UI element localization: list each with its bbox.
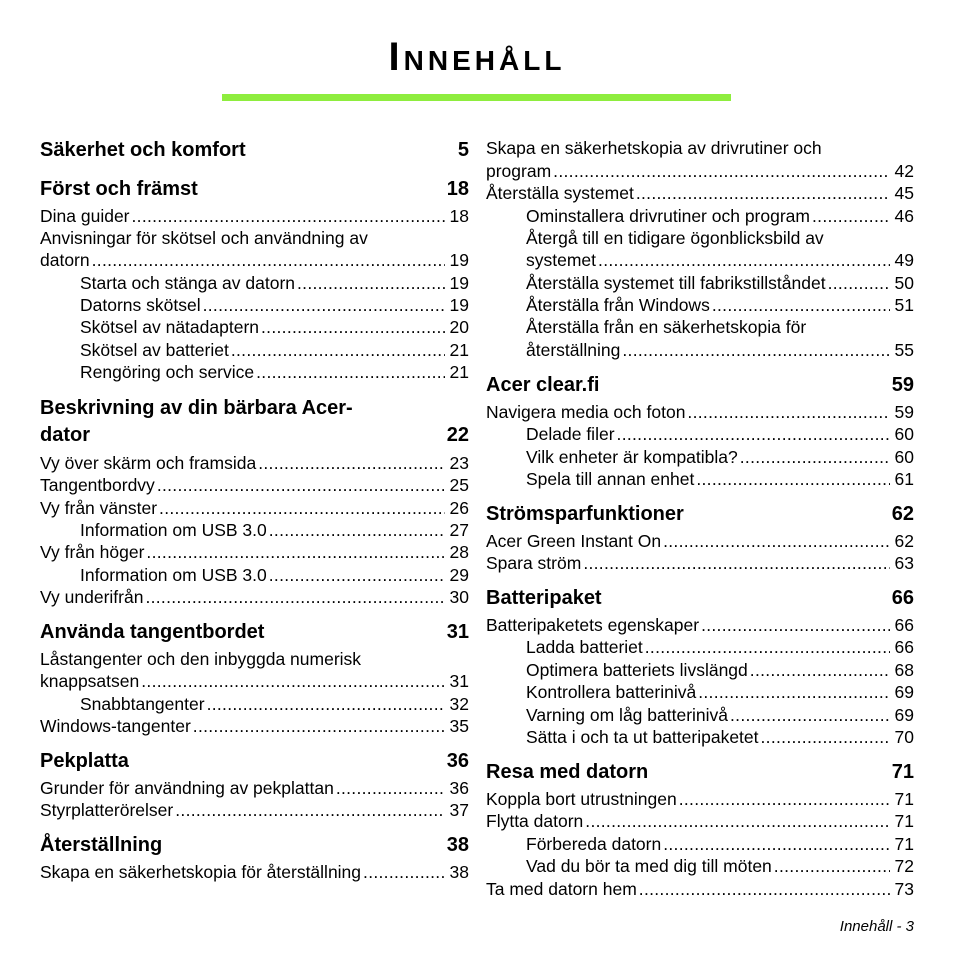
toc-heading[interactable]: [40, 422, 469, 448]
toc-entry-title: Optimera batteriets livslängd: [526, 660, 748, 680]
toc-entry-title: Återgå till en tidigare ögonblicksbild av: [526, 228, 824, 248]
toc-entry[interactable]: [486, 614, 914, 636]
toc-leader-dots: [159, 497, 445, 519]
toc-entry-title: Delade filer: [526, 424, 615, 444]
toc-leader-dots: [679, 788, 890, 810]
toc-leader-dots: [730, 704, 890, 726]
toc-entry[interactable]: [40, 541, 469, 563]
toc-entry-title: Acer Green Instant On: [486, 531, 662, 551]
toc-leader-dots: [687, 401, 890, 423]
toc-leader-dots: [663, 530, 890, 552]
toc-entry-title: Skapa en säkerhetskopia av drivrutiner och: [486, 138, 822, 158]
toc-entry-title: Först och främst: [40, 178, 198, 200]
toc-heading[interactable]: [40, 619, 469, 645]
toc-entry-title: Acer clear.fi: [486, 374, 600, 396]
toc-page-number: 62: [891, 503, 914, 525]
toc-entry[interactable]: [80, 519, 469, 541]
toc-entry[interactable]: [80, 361, 469, 383]
toc-entry[interactable]: [486, 182, 914, 204]
toc-entry-title: återställning: [526, 340, 621, 360]
toc-leader-dots: [583, 552, 890, 574]
toc-entry-title: Styrplatterörelser: [40, 800, 174, 820]
toc-heading[interactable]: [40, 176, 469, 202]
toc-entry-title: Batteripaket: [486, 587, 602, 609]
toc-entry[interactable]: [80, 564, 469, 586]
toc-leader-dots: [598, 249, 890, 271]
toc-page-number: 21: [449, 340, 469, 360]
page-footer: Innehåll - 3: [839, 918, 914, 935]
toc-leader-dots: [363, 861, 445, 883]
toc-entry[interactable]: [40, 586, 469, 608]
toc-leader-dots: [256, 361, 445, 383]
toc-entry[interactable]: [40, 777, 469, 799]
toc-page-number: 19: [449, 295, 469, 315]
toc-entry[interactable]: [526, 227, 914, 249]
toc-heading[interactable]: [40, 748, 469, 774]
toc-entry[interactable]: [40, 452, 469, 474]
toc-entry[interactable]: [526, 249, 914, 271]
toc-page-number: 19: [449, 250, 469, 270]
toc-entry-title: Starta och stänga av datorn: [80, 273, 295, 293]
toc-entry[interactable]: [80, 294, 469, 316]
toc-leader-dots: [774, 855, 890, 877]
toc-entry[interactable]: [526, 339, 914, 361]
toc-page-number: 55: [894, 340, 914, 360]
toc-entry[interactable]: [526, 423, 914, 445]
toc-page-number: 28: [449, 542, 469, 562]
toc-entry-title: Återställa systemet till fabrikstillståndet: [526, 273, 826, 293]
toc-entry-title: knappsatsen: [40, 671, 140, 691]
toc-entry[interactable]: [526, 636, 914, 658]
toc-page-number: 30: [449, 587, 469, 607]
toc-entry-title: Windows-tangenter: [40, 716, 191, 736]
toc-leader-dots: [132, 205, 446, 227]
toc-page-number: 51: [894, 295, 914, 315]
toc-page-number: 49: [894, 250, 914, 270]
toc-page-number: 50: [894, 273, 914, 293]
toc-entry-title: Vy från höger: [40, 542, 145, 562]
toc-entry-title: Tangentbordvy: [40, 475, 155, 495]
toc-page-number: 66: [894, 637, 914, 657]
toc-leader-dots: [645, 636, 890, 658]
toc-leader-dots: [269, 564, 445, 586]
toc-entry[interactable]: [526, 272, 914, 294]
toc-entry-title: Grunder för användning av pekplattan: [40, 778, 334, 798]
toc-entry-title: Återställa från Windows: [526, 295, 710, 315]
toc-page-number: 71: [894, 811, 914, 831]
toc-page-number: 38: [449, 862, 469, 882]
toc-entry[interactable]: [40, 648, 469, 670]
toc-entry-title: Ladda batteriet: [526, 637, 643, 657]
toc-page-number: 45: [894, 183, 914, 203]
toc-page-number: 59: [894, 402, 914, 422]
toc-entry-title: Beskrivning av din bärbara Acer-: [40, 397, 353, 419]
toc-leader-dots: [585, 810, 890, 832]
toc-heading[interactable]: [40, 832, 469, 858]
toc-page-number: 18: [446, 178, 469, 200]
toc-leader-dots: [297, 272, 445, 294]
toc-page-number: 36: [446, 750, 469, 772]
toc-entry[interactable]: [526, 468, 914, 490]
toc-heading[interactable]: [40, 395, 469, 421]
toc-heading[interactable]: [486, 585, 914, 611]
toc-entry-title: Dina guider: [40, 206, 130, 226]
toc-page-number: 37: [449, 800, 469, 820]
toc-entry-title: Koppla bort utrustningen: [486, 789, 677, 809]
toc-leader-dots: [146, 541, 445, 563]
toc-heading[interactable]: [486, 372, 914, 398]
toc-heading[interactable]: [486, 759, 914, 785]
toc-leader-dots: [269, 519, 445, 541]
toc-page-number: 42: [894, 161, 914, 181]
toc-entry[interactable]: [526, 294, 914, 316]
toc-page-number: 59: [891, 374, 914, 396]
toc-page-number: 69: [894, 705, 914, 725]
page-title: Innehåll: [388, 35, 566, 79]
toc-entry-title: Anvisningar för skötsel och användning av: [40, 228, 368, 248]
toc-leader-dots: [193, 715, 445, 737]
toc-entry-title: Information om USB 3.0: [80, 565, 267, 585]
toc-page-number: 73: [894, 879, 914, 899]
toc-entry-title: Vy underifrån: [40, 587, 144, 607]
toc-leader-dots: [622, 339, 890, 361]
toc-entry-title: Skapa en säkerhetskopia för återställning: [40, 862, 362, 882]
toc-entry-title: Förbereda datorn: [526, 834, 662, 854]
toc-leader-dots: [336, 777, 445, 799]
toc-entry-title: Spela till annan enhet: [526, 469, 695, 489]
toc-entry-title: Resa med datorn: [486, 761, 649, 783]
toc-leader-dots: [828, 272, 890, 294]
toc-leader-dots: [740, 446, 890, 468]
toc-page-number: 20: [449, 317, 469, 337]
toc-page-number: 38: [446, 834, 469, 856]
toc-page-number: 27: [449, 520, 469, 540]
toc-entry-title: Sätta i och ta ut batteripaketet: [526, 727, 759, 747]
toc-entry[interactable]: [526, 704, 914, 726]
toc-entry[interactable]: [40, 227, 469, 249]
toc-entry[interactable]: [80, 339, 469, 361]
toc-leader-dots: [636, 182, 890, 204]
toc-page-number: 35: [449, 716, 469, 736]
toc-entry-title: Snabbtangenter: [80, 694, 205, 714]
toc-leader-dots: [696, 468, 890, 490]
toc-entry-title: Pekplatta: [40, 750, 129, 772]
toc-page-number: 19: [449, 273, 469, 293]
toc-heading[interactable]: [486, 501, 914, 527]
toc-leader-dots: [761, 726, 890, 748]
toc-entry[interactable]: [486, 552, 914, 574]
toc-page-number: 68: [894, 660, 914, 680]
toc-page-number: 71: [891, 761, 914, 783]
toc-entry[interactable]: [40, 205, 469, 227]
toc-page-number: 32: [449, 694, 469, 714]
toc-entry[interactable]: [486, 530, 914, 552]
toc-page-number: 66: [894, 615, 914, 635]
toc-entry[interactable]: [486, 137, 914, 159]
toc-page-number: 22: [446, 424, 469, 446]
toc-page-number: 25: [449, 475, 469, 495]
toc-page-number: 63: [894, 553, 914, 573]
toc-entry-title: Flytta datorn: [486, 811, 584, 831]
toc-entry[interactable]: [40, 861, 469, 883]
toc-leader-dots: [712, 294, 890, 316]
toc-entry-title: Information om USB 3.0: [80, 520, 267, 540]
toc-leader-dots: [663, 833, 890, 855]
toc-leader-dots: [701, 614, 890, 636]
toc-entry[interactable]: [40, 715, 469, 737]
toc-entry[interactable]: [526, 446, 914, 468]
toc-heading[interactable]: [40, 137, 469, 163]
toc-entry[interactable]: [40, 249, 469, 271]
toc-leader-dots: [92, 249, 445, 271]
toc-entry-title: Varning om låg batterinivå: [526, 705, 729, 725]
toc-entry-title: Återställning: [40, 834, 163, 856]
toc-entry-title: Vy över skärm och framsida: [40, 453, 257, 473]
toc-entry-title: Låstangenter och den inbyggda numerisk: [40, 649, 362, 669]
toc-entry[interactable]: [486, 160, 914, 182]
toc-page-number: 61: [894, 469, 914, 489]
toc-entry[interactable]: [40, 497, 469, 519]
toc-entry[interactable]: [40, 474, 469, 496]
toc-entry[interactable]: [526, 681, 914, 703]
toc-entry[interactable]: [526, 726, 914, 748]
toc-entry-title: dator: [40, 424, 90, 446]
toc-entry-title: Kontrollera batterinivå: [526, 682, 697, 702]
toc-entry-title: Skötsel av batteriet: [80, 340, 229, 360]
toc-page-number: 71: [894, 834, 914, 854]
toc-leader-dots: [157, 474, 445, 496]
toc-page-number: 60: [894, 447, 914, 467]
toc-leader-dots: [207, 693, 445, 715]
toc-entry-title: Säkerhet och komfort: [40, 139, 246, 161]
toc-entry[interactable]: [486, 401, 914, 423]
toc-entry-title: datorn: [40, 250, 90, 270]
toc-page-number: 31: [449, 671, 469, 691]
toc-entry[interactable]: [40, 670, 469, 692]
toc-leader-dots: [698, 681, 890, 703]
toc-entry-title: Återställa från en säkerhetskopia för: [526, 317, 807, 337]
toc-entry[interactable]: [526, 855, 914, 877]
toc-page-number: 46: [894, 206, 914, 226]
toc-page-number: 62: [894, 531, 914, 551]
toc-entry[interactable]: [80, 693, 469, 715]
toc-entry[interactable]: [40, 799, 469, 821]
toc-leader-dots: [261, 316, 445, 338]
toc-page-number: 71: [894, 789, 914, 809]
toc-page-number: 36: [449, 778, 469, 798]
toc-leader-dots: [141, 670, 445, 692]
toc-entry-title: Spara ström: [486, 553, 582, 573]
toc-entry[interactable]: [80, 272, 469, 294]
toc-page-number: 66: [891, 587, 914, 609]
title-underline: [222, 94, 731, 101]
toc-leader-dots: [617, 423, 890, 445]
toc-entry[interactable]: [486, 878, 914, 900]
toc-page-number: 18: [449, 206, 469, 226]
toc-entry[interactable]: [526, 316, 914, 338]
toc-entry-title: program: [486, 161, 552, 181]
toc-entry-title: Skötsel av nätadaptern: [80, 317, 260, 337]
toc-entry[interactable]: [526, 833, 914, 855]
toc-leader-dots: [553, 160, 890, 182]
toc-entry[interactable]: [486, 810, 914, 832]
toc-leader-dots: [175, 799, 445, 821]
toc-leader-dots: [639, 878, 890, 900]
toc-entry-title: Datorns skötsel: [80, 295, 201, 315]
toc-page-number: 21: [449, 362, 469, 382]
toc-page-number: 5: [457, 139, 469, 161]
toc-page-number: 70: [894, 727, 914, 747]
toc-entry-title: Strömsparfunktioner: [486, 503, 684, 525]
toc-leader-dots: [145, 586, 445, 608]
toc-leader-dots: [231, 339, 445, 361]
toc-entry-title: systemet: [526, 250, 597, 270]
toc-entry-title: Vy från vänster: [40, 498, 158, 518]
toc-page-number: 29: [449, 565, 469, 585]
toc-entry-title: Batteripaketets egenskaper: [486, 615, 700, 635]
toc-entry[interactable]: [526, 659, 914, 681]
toc-entry-title: Använda tangentbordet: [40, 621, 265, 643]
toc-page-number: 72: [894, 856, 914, 876]
toc-leader-dots: [203, 294, 445, 316]
toc-leader-dots: [258, 452, 445, 474]
toc-page-number: 69: [894, 682, 914, 702]
toc-page-number: 31: [446, 621, 469, 643]
toc-entry-title: Vilk enheter är kompatibla?: [526, 447, 738, 467]
toc-entry[interactable]: [80, 316, 469, 338]
toc-entry-title: Rengöring och service: [80, 362, 255, 382]
toc-entry-title: Navigera media och foton: [486, 402, 686, 422]
toc-leader-dots: [812, 205, 890, 227]
toc-leader-dots: [750, 659, 890, 681]
toc-page-number: 60: [894, 424, 914, 444]
toc-entry-title: Ta med datorn hem: [486, 879, 637, 899]
toc-page-number: 26: [449, 498, 469, 518]
toc-entry[interactable]: [526, 205, 914, 227]
toc-entry-title: Ominstallera drivrutiner och program: [526, 206, 810, 226]
toc-entry[interactable]: [486, 788, 914, 810]
toc-page-number: 23: [449, 453, 469, 473]
toc-entry-title: Återställa systemet: [486, 183, 634, 203]
toc-entry-title: Vad du bör ta med dig till möten: [526, 856, 772, 876]
